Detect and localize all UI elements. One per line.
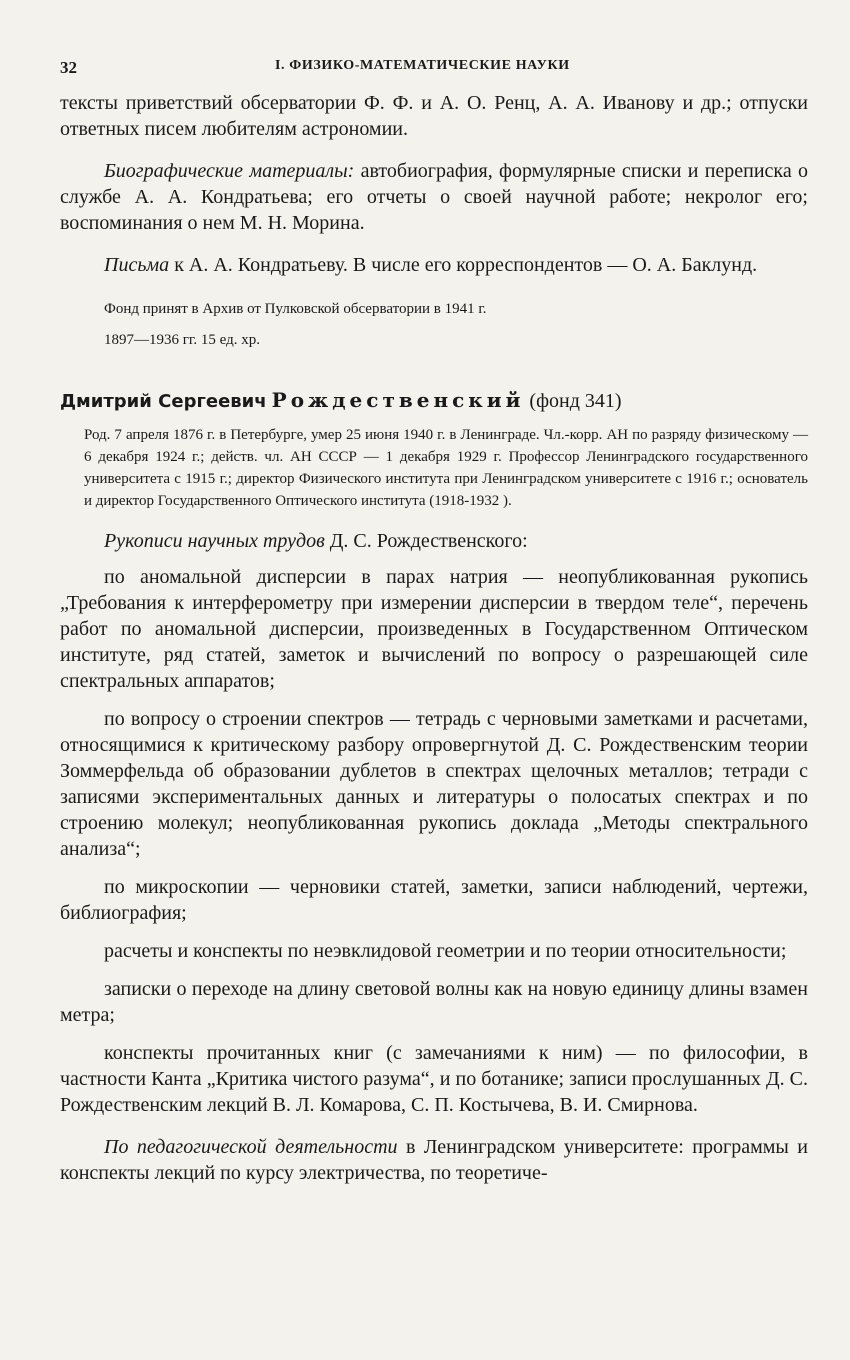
list-item: по вопросу о строении спектров — тетрадь с черновыми заметками и расчетами, относящимися к критическому разбору опровергнутой Д. С. Рождественским теории Зоммерфельда об образовании дублетов в спектрах щелочных металлов; тетради с записями экспериментальных данных и литературы о полосатых спектрах и по строению молекул; неопубликованная рукопись доклада „Методы спектрального анализа“;: [60, 708, 808, 860]
bio-materials-lead: Биографические материалы:: [104, 160, 355, 182]
person-heading: [60, 386, 808, 416]
document-page: [60, 52, 808, 1186]
list-item: записки о переходе на длину световой волны как на новую единицу длины взамен метра;: [60, 978, 808, 1026]
running-header: [60, 52, 808, 82]
letters-text: к А. А. Кондратьеву. В числе его корреспондентов — О. А. Баклунд.: [169, 254, 758, 276]
person-fund: (фонд 341): [524, 390, 622, 412]
intro-paragraph: тексты приветствий обсерватории Ф. Ф. и А. О. Ренц, А. А. Иванову и др.; отпуски ответных писем любителям астрономии.: [60, 92, 808, 140]
list-item: по аномальной дисперсии в парах натрия — неопубликованная рукопись „Требования к интерферометру при измерении дисперсии в твердом теле“, перечень работ по аномальной дисперсии, произведенных в Государственном Оптическом институте, ряд статей, заметок и вычислений по вопросу о разрешающей силе спектральных аппаратов;: [60, 566, 808, 692]
section-title: I. ФИЗИКО-МАТЕМАТИЧЕСКИЕ НАУКИ: [275, 58, 570, 73]
bio-materials-text: автобиография, формулярные списки и переписка о службе А. А. Кондратьева; его отчеты о своей научной работе; некролог его; воспоминания о нем М. Н. Морина.: [60, 160, 808, 234]
manuscripts-text: Д. С. Рождественского:: [324, 530, 528, 552]
list-item: расчеты и конспекты по неэвклидовой геометрии и по теории относительности;: [104, 940, 787, 962]
letters-lead: Письма: [104, 254, 170, 276]
page-number: 32: [60, 58, 77, 77]
pedagogical-paragraph: [60, 1134, 808, 1186]
bio-materials-paragraph: [60, 158, 808, 236]
pedagogical-text: в Ленинградском университете: программы и конспекты лекций по курсу электричества, по теоретиче-: [60, 1136, 808, 1184]
letters-paragraph: [60, 252, 808, 278]
fund-note: [60, 294, 808, 356]
fund-note-line-2: 1897—1936 гг. 15 ед. хр.: [104, 332, 260, 348]
fund-note-line-1: Фонд принят в Архив от Пулковской обсерватории в 1941 г.: [104, 301, 487, 317]
person-name: Дмитрий Сергеевич: [60, 391, 267, 412]
person-surname: Рождественский: [271, 388, 525, 412]
person-biography: Род. 7 апреля 1876 г. в Петербурге, умер 25 июня 1940 г. в Ленинграде. Чл.-корр. АН по разряду физическому — 6 декабря 1924 г.; действ. чл. АН СССР — 1 декабря 1929 г. Профессор Ленинградского государственного университета с 1915 г.; директор Физического института при Ленинградском университете с 1916 г.; основатель и директор Государственного Оптического института (1918-1932 ).: [84, 427, 808, 509]
manuscripts-lead: Рукописи научных трудов: [104, 530, 325, 552]
pedagogical-lead: По педагогической деятельности: [104, 1136, 398, 1158]
manuscripts-heading: [60, 528, 808, 554]
list-item: по микроскопии — черновики статей, заметки, записи наблюдений, чертежи, библиография;: [60, 876, 808, 924]
list-item: конспекты прочитанных книг (с замечаниями к ним) — по философии, в частности Канта „Критика чистого разума“, и по ботанике; записи прослушанных Д. С. Рождественским лекций В. Л. Комарова, С. П. Костычева, В. И. Смирнова.: [60, 1042, 808, 1116]
